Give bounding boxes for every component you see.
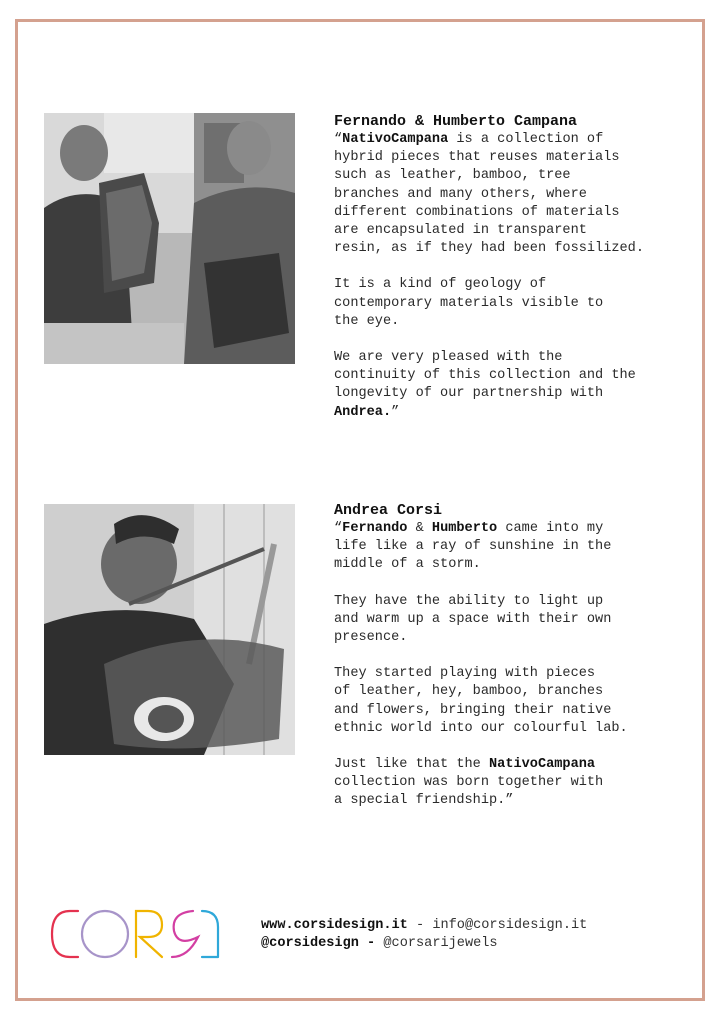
humberto-bold: Humberto — [431, 521, 498, 536]
andrea-bold: Andrea. — [334, 404, 392, 420]
campana-paragraph-1-text: is a collection of hybrid pieces that reuses materials such as leather, bamboo, tree branches and many others, where different combinations of materials are encapsulated in transparent resin, as if they had been fossilized. — [334, 132, 644, 257]
campana-paragraph-1 — [334, 131, 694, 258]
corsi-paragraph-4-text: Just like that the — [334, 757, 489, 773]
campana-paragraph-3 — [334, 349, 694, 422]
ampersand: & — [407, 521, 432, 536]
open-quote: “ — [334, 521, 343, 536]
campana-name: Fernando & Humberto Campana — [334, 113, 578, 130]
fernando-bold: Fernando — [342, 521, 408, 536]
corsi-paragraph-4 — [334, 756, 694, 811]
website-link[interactable]: www.corsidesign.it — [261, 918, 408, 933]
corsi-paragraph-4-rest: collection was born together with a special friendship.” — [334, 775, 604, 809]
instagram-handle[interactable]: @corsidesign - — [261, 936, 376, 951]
campana-paragraph-2: It is a kind of geology of contemporary materials visible to the eye. — [334, 277, 604, 329]
corsi-name: Andrea Corsi — [334, 502, 443, 519]
campana-brothers-photo — [44, 113, 295, 364]
close-quote: ” — [391, 404, 400, 420]
open-quote: “ — [334, 132, 343, 147]
corsi-paragraph-1-text: came into my life like a ray of sunshine in the middle of a storm. — [334, 521, 612, 573]
footer-line-2 — [261, 935, 587, 953]
corsi-paragraph-1 — [334, 520, 694, 575]
andrea-corsi-photo — [44, 504, 295, 755]
campana-paragraph-3-text: We are very pleased with the continuity of this collection and the longevity of our partnership with — [334, 350, 636, 402]
campana-quote-block — [334, 112, 694, 422]
corsi-paragraph-2: They have the ability to light up and warm up a space with their own presence. — [334, 593, 612, 646]
corsi-logo — [48, 907, 223, 961]
footer-contact — [261, 917, 587, 953]
footer-line-1 — [261, 917, 587, 935]
corsi-paragraph-3: They started playing with pieces of leather, hey, bamboo, branches and flowers, bringing their native ethnic world into our colourful lab. — [334, 666, 628, 736]
email-link[interactable]: - info@corsidesign.it — [407, 918, 588, 933]
corsi-quote-block — [334, 501, 694, 811]
instagram-handle-2[interactable]: @corsarijewels — [375, 936, 498, 951]
nativocampana-bold: NativoCampana — [342, 132, 449, 147]
nativocampana-bold: NativoCampana — [489, 757, 596, 773]
